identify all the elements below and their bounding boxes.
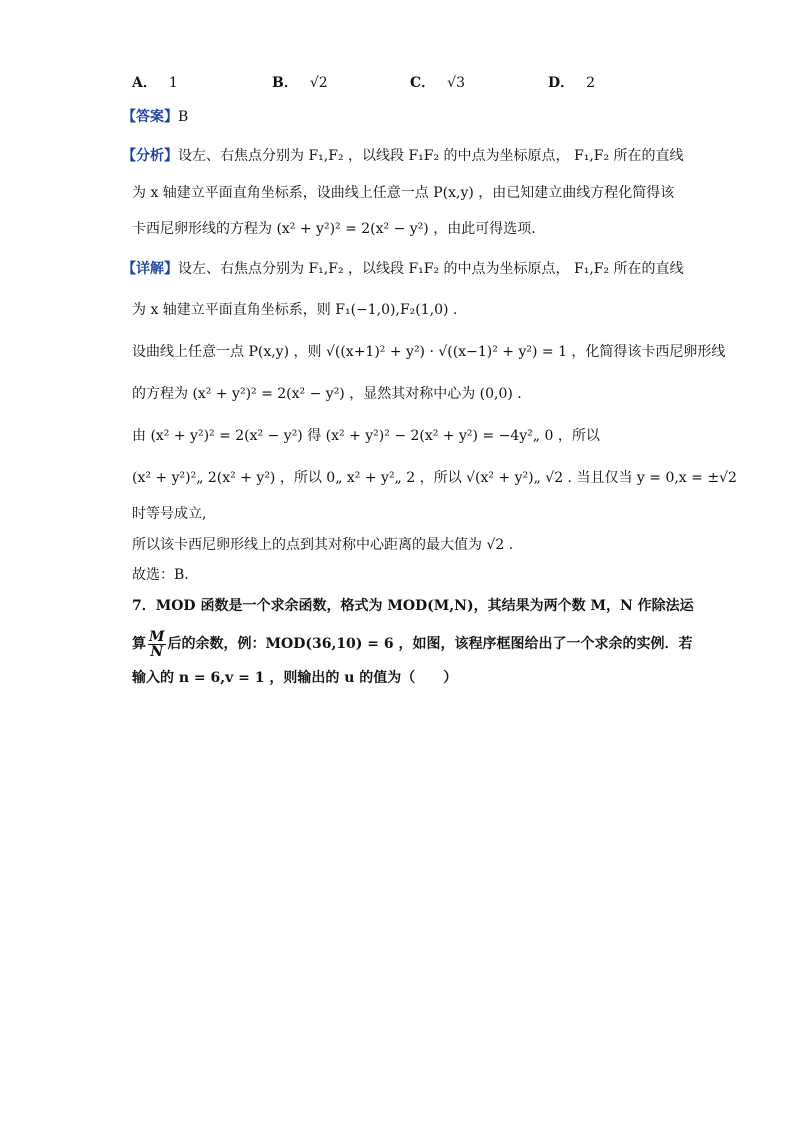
question7-line-2 (132, 628, 693, 660)
detail-line-9: 故选：B. (132, 567, 189, 583)
question7-line-3: 输入的 n = 6,v = 1 ，则输出的 u 的值为（ ） (132, 670, 458, 686)
option-a-letter: A． (132, 75, 157, 91)
question7-text-2a: 算 (132, 636, 146, 652)
analysis-text-1: 设左、右焦点分别为 F₁,F₂ ，以线段 F₁F₂ 的中点为坐标原点， F₁,F₂ 所在的直线 (178, 148, 684, 164)
detail-line-8: 所以该卡西尼卵形线上的点到其对称中心距离的最大值为 √2 . (132, 537, 514, 553)
option-c-letter: C． (410, 75, 436, 91)
option-b-value: √2 (309, 75, 328, 91)
option-a (132, 72, 178, 92)
detail-line-3: 设曲线上任意一点 P(x,y) ，则 √((x+1)² + y²) · √((x−1)² + y²) = 1 ，化简得该卡西尼卵形线 (132, 344, 726, 360)
analysis-tag: 【分析】 (122, 148, 178, 164)
detail-line-1 (122, 259, 684, 279)
option-b (272, 72, 328, 92)
answer-line (122, 107, 188, 127)
detail-line-7: 时等号成立, (132, 506, 207, 522)
option-d-letter: D． (548, 75, 575, 91)
detail-line-4: 的方程为 (x² + y²)² = 2(x² − y²) ，显然其对称中心为 (0,0) . (132, 386, 522, 402)
detail-text-1: 设左、右焦点分别为 F₁,F₂ ，以线段 F₁F₂ 的中点为坐标原点， F₁,F₂ 所在的直线 (178, 261, 684, 277)
option-d (548, 72, 595, 92)
analysis-line-2: 为 x 轴建立平面直角坐标系，设曲线上任意一点 P(x,y) ，由已知建立曲线方程化简得该 (132, 185, 675, 201)
option-a-value: 1 (168, 75, 178, 91)
fraction-m-over-n (148, 630, 166, 659)
fraction-numerator: M (149, 628, 165, 645)
question7-line-1: 7．MOD 函数是一个求余函数，格式为 MOD(M,N)，其结果为两个数 M，N 作除法运 (132, 598, 694, 614)
fraction-denominator: N (150, 643, 164, 660)
detail-line-2: 为 x 轴建立平面直角坐标系，则 F₁(−1,0),F₂(1,0) . (132, 302, 458, 318)
detail-line-6: (x² + y²)²„ 2(x² + y²) ，所以 0„ x² + y²„ 2 ，所以 √(x² + y²)„ √2 . 当且仅当 y = 0,x = ±√2 (132, 470, 737, 486)
option-d-value: 2 (586, 75, 596, 91)
answer-text: B (178, 109, 189, 125)
option-c (410, 72, 465, 92)
question7-text-2b: 后的余数，例：MOD(36,10) = 6 ，如图，该程序框图给出了一个求余的实例．若 (167, 636, 693, 652)
answer-tag: 【答案】 (122, 109, 178, 125)
analysis-line-1 (122, 146, 684, 166)
detail-line-5: 由 (x² + y²)² = 2(x² − y²) 得 (x² + y²)² − 2(x² + y²) = −4y²„ 0 ，所以 (132, 428, 600, 444)
option-b-letter: B． (272, 75, 298, 91)
detail-tag: 【详解】 (122, 261, 178, 277)
option-c-value: √3 (447, 75, 465, 91)
analysis-line-3: 卡西尼卵形线的方程为 (x² + y²)² = 2(x² − y²) ，由此可得选项. (132, 221, 536, 237)
